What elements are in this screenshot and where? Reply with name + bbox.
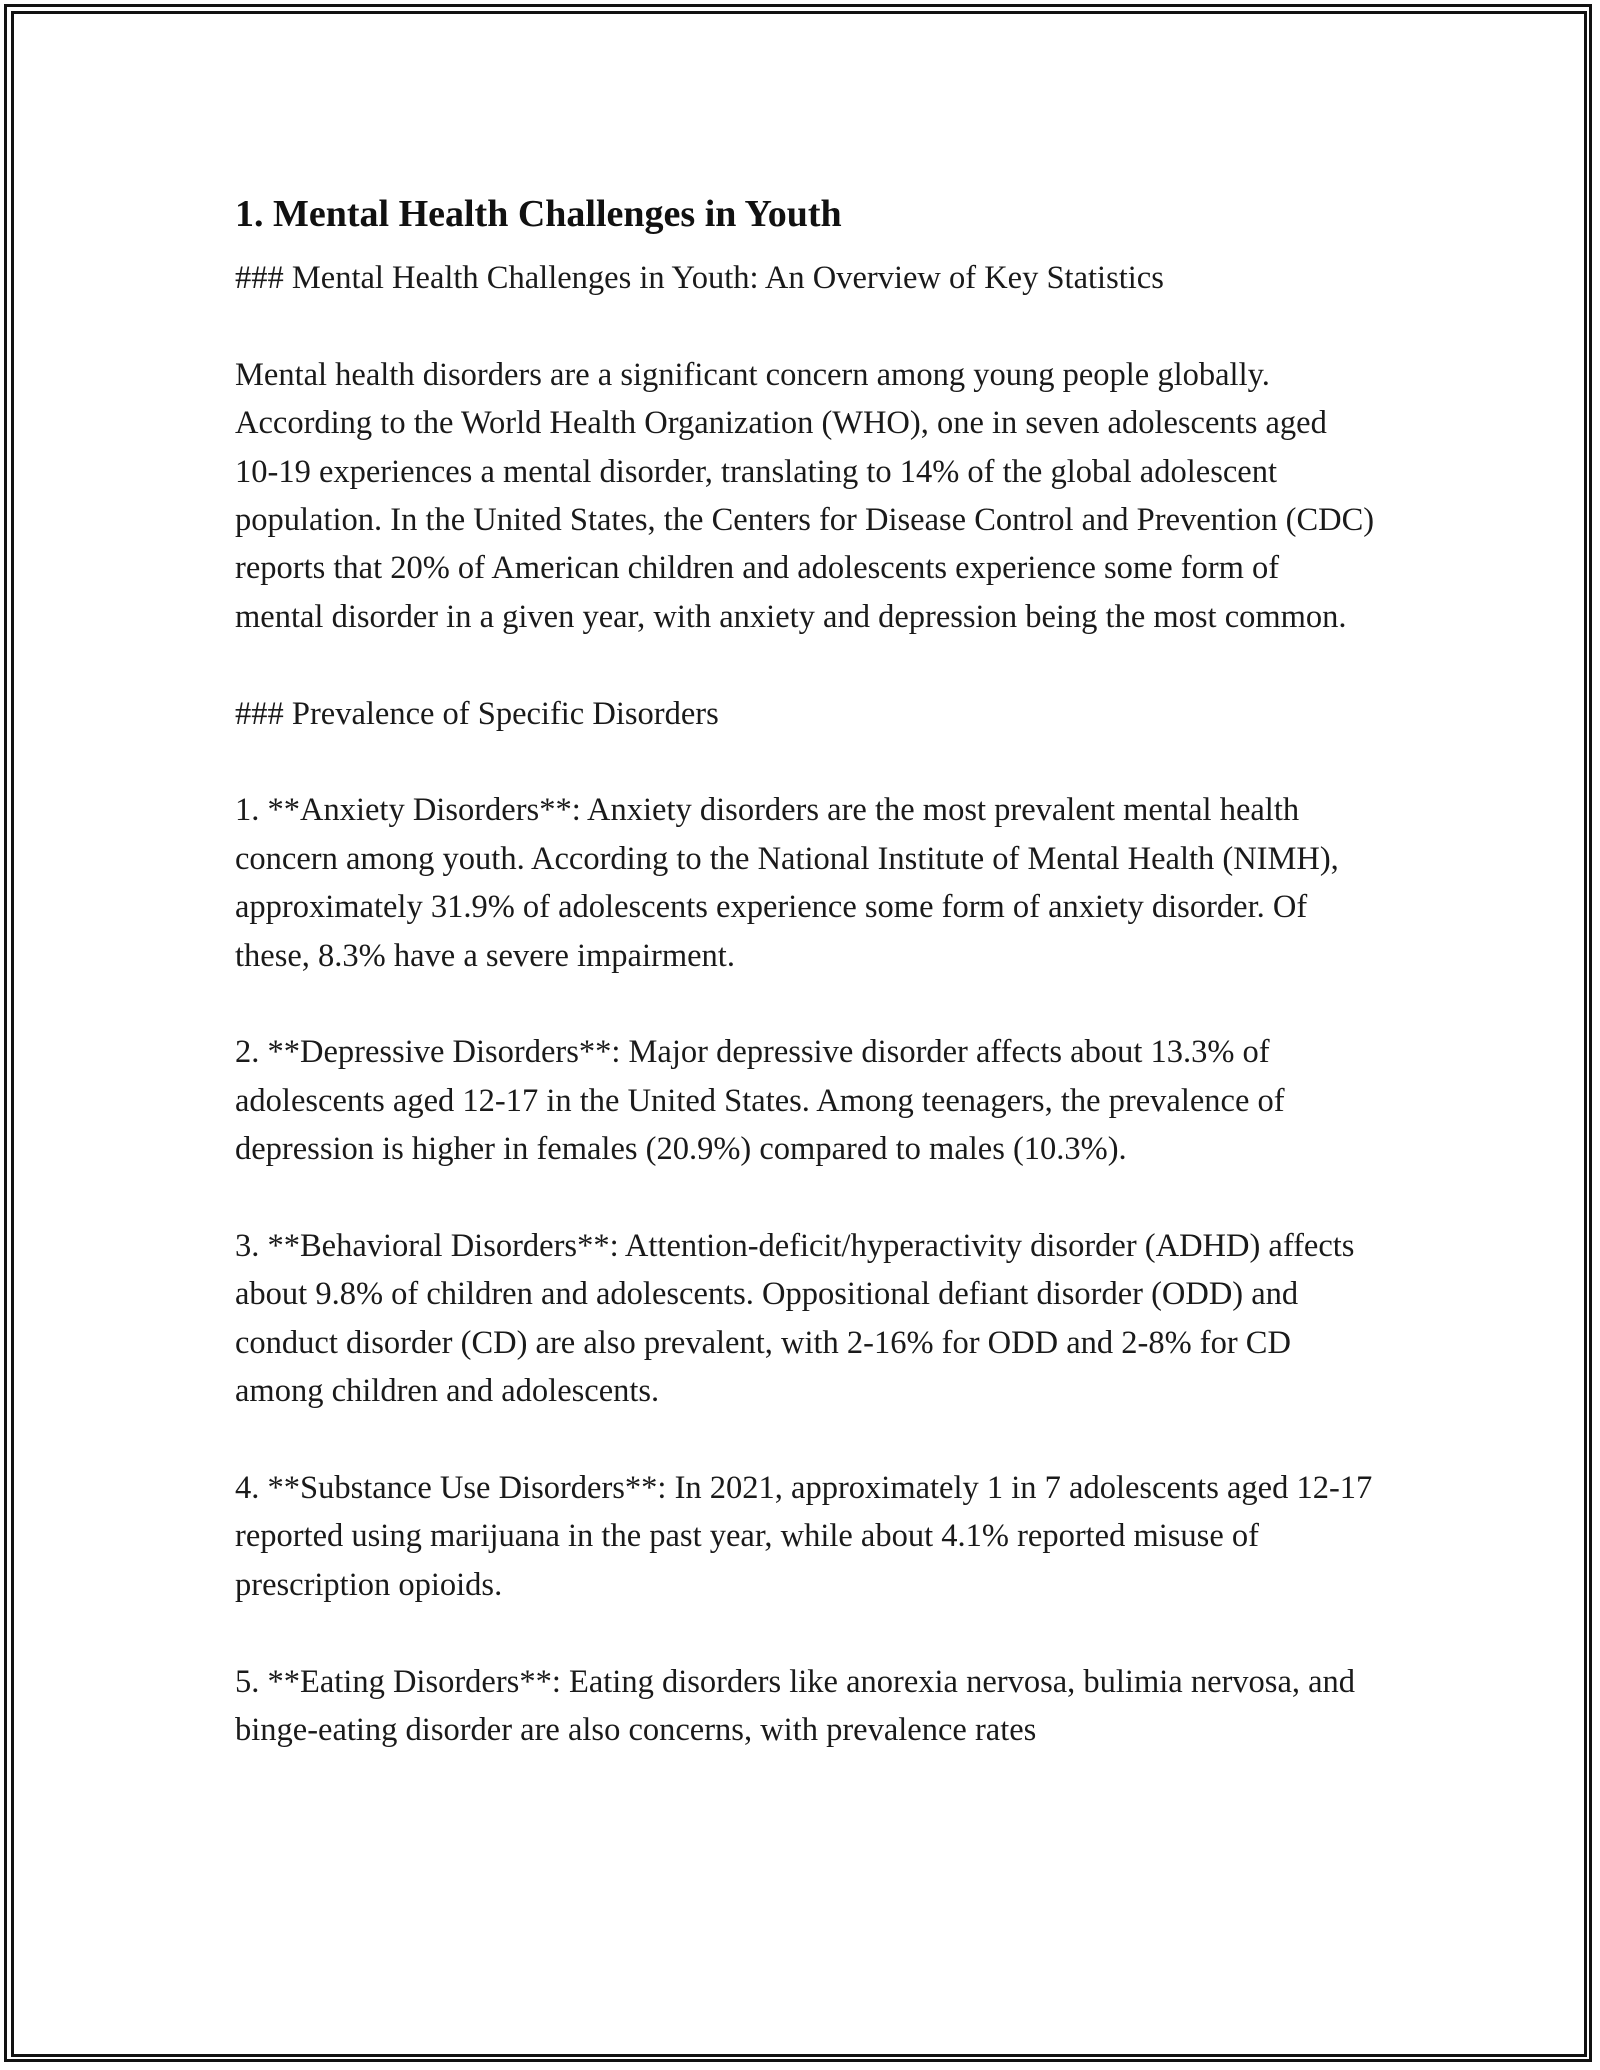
subheading-overview: ### Mental Health Challenges in Youth: An Overview of Key Statistics [235,260,1164,296]
subheading-prevalence: ### Prevalence of Specific Disorders [235,695,719,732]
list-item-depressive: 2. **Depressive Disorders**: Major depressive disorder affects about 13.3% of adolescents aged 12-17 in the United States. Among teenagers, the prevalence of depression is higher in females (20.9%) compared to males (10.3%). [235,1034,1285,1168]
list-item-anxiety: 1. **Anxiety Disorders**: Anxiety disorders are the most prevalent mental health concern among youth. According to the National Institute of Mental Health (NIMH), approximately 31.9% of adolescents experience some form of anxiety disorder. Of these, 8.3% have a severe impairment. [235,792,1339,974]
document-title: 1. Mental Health Challenges in Youth [235,193,842,235]
list-item-behavioral: 3. **Behavioral Disorders**: Attention-deficit/hyperactivity disorder (ADHD) affects about 9.8% of children and adolescents. Oppositional defiant disorder (ODD) and conduct disorder (CD) are also prevalent, with 2-16% for ODD and 2-8% for CD among children and adolescents. [235,1228,1355,1410]
list-item-substance: 4. **Substance Use Disorders**: In 2021, approximately 1 in 7 adolescents aged 12-17 reported using marijuana in the past year, while about 4.1% reported misuse of prescription opioids. [235,1470,1373,1603]
document-body [235,182,1375,1754]
list-item-eating: 5. **Eating Disorders**: Eating disorders like anorexia nervosa, bulimia nervosa, and binge-eating disorder are also concerns, with prevalence rates [235,1663,1356,1749]
paragraph-intro: Mental health disorders are a significant concern among young people globally. According to the World Health Organization (WHO), one in seven adolescents aged 10-19 experiences a mental disorder, translating to 14% of the global adolescent population. In the United States, the Centers for Disease Control and Prevention (CDC) reports that 20% of American children and adolescents experience some form of mental disorder in a given year, with anxiety and depression being the most common. [235,356,1375,635]
